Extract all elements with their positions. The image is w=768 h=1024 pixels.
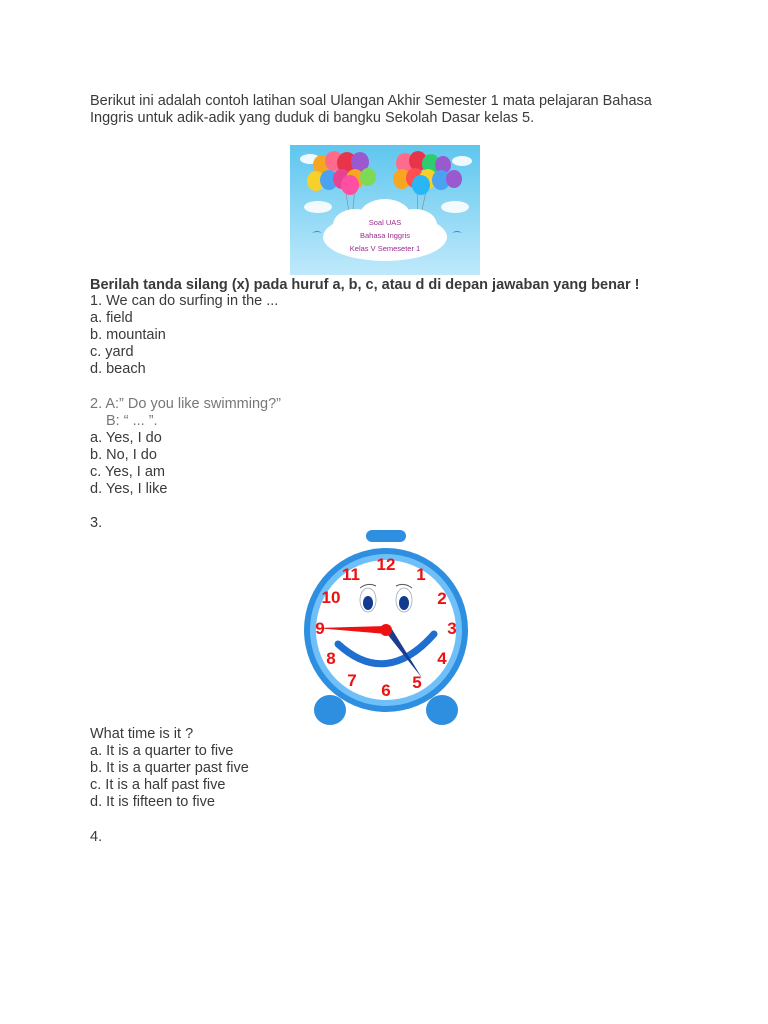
clock-number-10: 10 [321, 588, 341, 607]
option-d: d. Yes, I like [90, 481, 168, 497]
clock-number-11: 11 [342, 565, 360, 584]
question-3 [90, 726, 249, 811]
option-d: d. beach [90, 361, 146, 377]
question-text-b: B: “ ... ”. [106, 413, 158, 429]
option-c: c. It is a half past five [90, 777, 226, 793]
clock-number-12: 12 [376, 555, 396, 574]
clock-number-1: 1 [416, 565, 426, 584]
option-a: a. It is a quarter to five [90, 743, 234, 759]
banner-line-1: Soal UAS [368, 218, 402, 227]
clock-number-4: 4 [437, 649, 447, 668]
clock-number-3: 3 [447, 619, 457, 638]
banner-image [290, 145, 480, 275]
option-c: c. Yes, I am [90, 464, 165, 480]
banner-line-2: Bahasa Inggris [359, 231, 411, 240]
clock-number-9: 9 [315, 619, 325, 638]
question-4-number: 4. [90, 829, 103, 845]
clock-number-8: 8 [326, 649, 336, 668]
banner-line-3: Kelas V Semeseter 1 [349, 244, 421, 253]
clock-number-2: 2 [437, 589, 447, 608]
option-b: b. No, I do [90, 447, 157, 463]
clock-number-6: 6 [381, 681, 391, 700]
option-b: b. mountain [90, 327, 166, 343]
question-text-a: 2. A:” Do you like swimming?” [90, 396, 281, 412]
clock-number-7: 7 [347, 671, 357, 690]
question-3-number: 3. [90, 515, 103, 531]
clock-number-5: 5 [412, 673, 422, 692]
question-text: What time is it ? [90, 726, 194, 742]
intro-paragraph: Berikut ini adalah contoh latihan soal Ulangan Akhir Semester 1 mata pelajaran Bahasa Inggris untuk adik-adik yang duduk di bangku Sekolah Dasar kelas 5. [90, 93, 652, 126]
instruction-text: Berilah tanda silang (x) pada huruf a, b, c, atau d di depan jawaban yang benar ! [90, 277, 640, 293]
option-a: a. Yes, I do [90, 430, 162, 446]
question-2 [90, 396, 281, 498]
option-b: b. It is a quarter past five [90, 760, 249, 776]
option-d: d. It is fifteen to five [90, 794, 215, 810]
clock-image [300, 528, 472, 728]
option-c: c. yard [90, 344, 134, 360]
question-text: 1. We can do surfing in the ... [90, 293, 279, 309]
option-a: a. field [90, 310, 133, 326]
question-1 [90, 293, 278, 378]
